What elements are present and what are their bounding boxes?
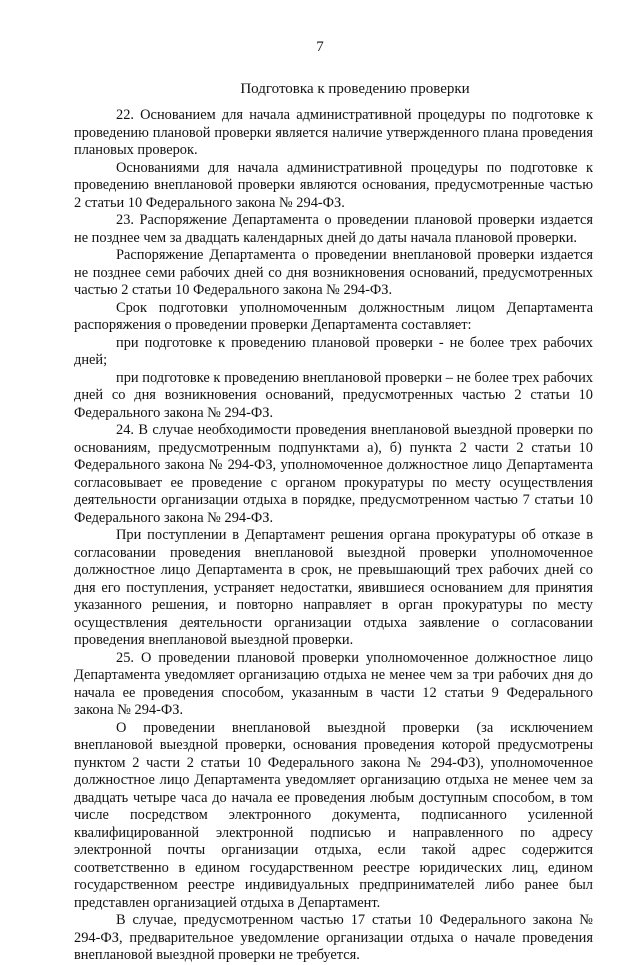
paragraph: при подготовке к проведению плановой проверки - не более трех рабочих дней; xyxy=(74,334,593,368)
paragraph: Срок подготовки уполномоченным должностным лицом Департамента распоряжения о проведении проверки Департамента составляет: xyxy=(74,299,593,333)
paragraph: Распоряжение Департамента о проведении внеплановой проверки издается не позднее семи рабочих дней со дня возникновения оснований, предусмотренных частью 2 статьи 10 Федерального закона № 294-ФЗ. xyxy=(74,247,593,298)
paragraph: При поступлении в Департамент решения органа прокуратуры об отказе в согласовании проведения внеплановой выездной проверки уполномоченное должностное лицо Департамента в срок, не превышающий трех рабочих дней со дня его поступления, устраняет недостатки, явившиеся основанием для принятия указанного решения, и повторно направляет в орган прокуратуры по месту осуществления деятельности организации отдыха заявление о согласовании проведения внеплановой выездной проверки. xyxy=(74,527,593,648)
page-number: 7 xyxy=(316,39,324,55)
document-body xyxy=(74,107,593,965)
paragraph: О проведении внеплановой выездной проверки (за исключением внеплановой выездной проверки, основания проведения которой предусмотрены пунктом 2 части 2 статьи 10 Федерального закона № 294-ФЗ), уполномоченное должностное лицо Департамента уведомляет организацию отдыха не менее чем за двадцать четыре часа до начала ее проведения любым доступным способом, в том числе посредством электронного документа, подписанного усиленной квалифицированной электронной подписью и направленного по адресу электронной почты организации отдыха, если такой адрес содержится соответственно в едином государственном реестре юридических лиц, едином государственном реестре индивидуальных предпринимателей либо ранее был представлен организацией отдыха в Департамент. xyxy=(74,719,593,911)
paragraph: 25. О проведении плановой проверки уполномоченное должностное лицо Департамента уведомляет организацию отдыха не менее чем за три рабочих дня до начала ее проведения способом, указанным в части 12 статьи 9 Федерального закона № 294-ФЗ. xyxy=(74,649,593,718)
paragraph: Основаниями для начала административной процедуры по подготовке к проведению внеплановой проверки являются основания, предусмотренные частью 2 статьи 10 Федерального закона № 294-ФЗ. xyxy=(74,159,593,211)
section-title: Подготовка к проведению проверки xyxy=(240,81,470,97)
paragraph: В случае, предусмотренном частью 17 статьи 10 Федерального закона № 294-ФЗ, предварительное уведомление организации отдыха о начале проведения внеплановой выездной проверки не требуется. xyxy=(74,912,593,963)
paragraph: 23. Распоряжение Департамента о проведении плановой проверки издается не позднее чем за двадцать календарных дней до даты начала плановой проверки. xyxy=(74,212,593,246)
paragraph: 22. Основанием для начала административной процедуры по подготовке к проведению плановой проверки является наличие утвержденного плана проведения плановых проверок. xyxy=(74,107,593,158)
paragraph: 24. В случае необходимости проведения внеплановой выездной проверки по основаниям, предусмотренным подпунктами а), б) пункта 2 части 2 статьи 10 Федерального закона № 294-ФЗ, уполномоченное должностное лицо Департамента согласовывает ее проведение с органом прокуратуры по месту осуществления деятельности организации отдыха в порядке, предусмотренном частью 7 статьи 10 Федерального закона № 294-ФЗ. xyxy=(74,422,593,526)
paragraph: при подготовке к проведению внеплановой проверки – не более трех рабочих дней со дня возникновения оснований, предусмотренных частью 2 статьи 10 Федерального закона № 294-ФЗ. xyxy=(74,369,593,421)
